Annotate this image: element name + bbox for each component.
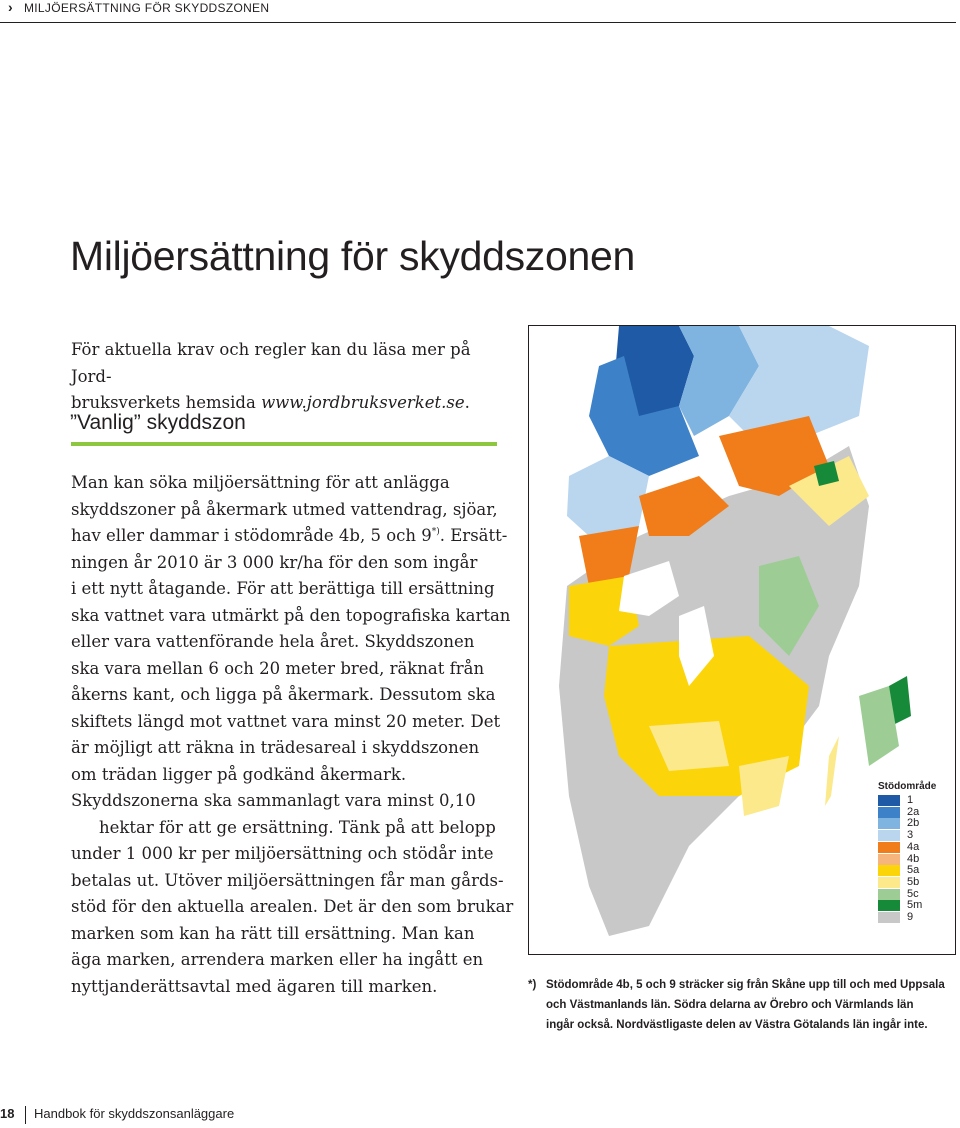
publication-title: Handbok för skyddszonsanläggare bbox=[34, 1106, 235, 1121]
footnote-line: Stödområde 4b, 5 och 9 sträcker sig från Skåne upp till och med Uppsala bbox=[546, 979, 945, 991]
body-line: eller vara vattenförande hela året. Skyddszonen bbox=[71, 632, 475, 651]
legend-swatch bbox=[878, 854, 900, 865]
legend-label: 5a bbox=[907, 864, 920, 877]
legend-swatch bbox=[878, 912, 900, 923]
page-footer bbox=[0, 1104, 400, 1128]
legend-label: 5m bbox=[907, 899, 923, 912]
legend-label: 5c bbox=[907, 887, 919, 900]
body-line: stöd för den aktuella arealen. Det är den som brukar bbox=[71, 897, 514, 916]
intro-line-2-suffix: . bbox=[464, 393, 470, 412]
section-heading: ”Vanlig” skyddszon bbox=[70, 411, 246, 434]
legend-title: Stödområde bbox=[878, 781, 937, 792]
legend-swatch bbox=[878, 900, 900, 911]
chevron-right-icon: › bbox=[8, 0, 13, 15]
body-line: under 1 000 kr per miljöersättning och stödår inte bbox=[71, 844, 494, 863]
legend-swatch bbox=[878, 818, 900, 829]
legend-label: 1 bbox=[907, 794, 914, 806]
footnote-line: ingår också. Nordvästligaste delen av Västra Götalands län ingår inte. bbox=[546, 1019, 928, 1031]
body-line: ska vattnet vara utmärkt på den topografiska kartan bbox=[71, 605, 511, 625]
intro-line-2-prefix: bruksverkets hemsida bbox=[71, 393, 262, 412]
body-line bbox=[71, 523, 511, 550]
footnote-marker: *) bbox=[528, 979, 537, 991]
body-line: ningen år 2010 är 3 000 kr/ha för den som ingår bbox=[71, 552, 478, 572]
body-line: ska vara mellan 6 och 20 meter bred, räknat från bbox=[71, 658, 485, 678]
body-line: Man kan söka miljöersättning för att anlägga bbox=[71, 473, 450, 492]
running-header-label: MILJÖERSÄTTNING FÖR SKYDDSZONEN bbox=[24, 1, 270, 15]
intro-paragraph bbox=[71, 337, 511, 417]
legend-label: 5b bbox=[907, 875, 920, 888]
body-text bbox=[71, 470, 514, 1000]
legend-swatch bbox=[878, 842, 900, 853]
body-line: är möjligt att räkna in trädesareal i skyddszonen bbox=[71, 738, 480, 757]
legend-swatch bbox=[878, 889, 900, 900]
section-underline bbox=[71, 442, 497, 446]
body-line: åkerns kant, och ligga på åkermark. Dessutom ska bbox=[71, 685, 496, 704]
legend-label: 2a bbox=[907, 805, 920, 818]
footer-divider bbox=[25, 1106, 26, 1124]
legend-swatch bbox=[878, 807, 900, 818]
body-line: hektar för att ge ersättning. Tänk på att belopp bbox=[99, 817, 496, 837]
header-divider bbox=[0, 22, 956, 23]
body-line: i ett nytt åtagande. För att berättiga till ersättning bbox=[71, 579, 495, 598]
body-line-text: hav eller dammar i stödområde 4b, 5 och 9 bbox=[71, 526, 432, 545]
legend-label: 3 bbox=[907, 829, 914, 842]
footnote-line: och Västmanlands län. Södra delarna av Örebro och Värmlands län bbox=[546, 999, 914, 1011]
running-header bbox=[0, 0, 960, 24]
footnote-text bbox=[546, 975, 960, 1035]
body-line: Skyddszonerna ska sammanlagt vara minst 0,10 bbox=[71, 791, 476, 810]
legend-swatch bbox=[878, 795, 900, 806]
legend-label: 4a bbox=[907, 840, 920, 853]
page-title: Miljöersättning för skyddszonen bbox=[70, 233, 635, 279]
body-line: nyttjanderättsavtal med ägaren till marken. bbox=[71, 976, 438, 996]
body-line: betalas ut. Utöver miljöersättningen får man gårds- bbox=[71, 870, 504, 890]
legend-label: 9 bbox=[907, 911, 914, 923]
website-link[interactable]: www.jordbruksverket.se bbox=[261, 393, 465, 412]
body-line: äga marken, arrendera marken eller ha ingått en bbox=[71, 950, 484, 969]
body-line: skiftets längd mot vattnet vara minst 20 meter. Det bbox=[71, 711, 501, 731]
legend-swatch bbox=[878, 865, 900, 876]
legend-swatch bbox=[878, 877, 900, 888]
body-line: marken som kan ha rätt till ersättning. Man kan bbox=[71, 923, 475, 943]
legend-swatch bbox=[878, 830, 900, 841]
intro-line-1: För aktuella krav och regler kan du läsa mer på Jord- bbox=[71, 340, 471, 386]
legend-label: 4b bbox=[907, 852, 920, 865]
body-line: om trädan ligger på godkänd åkermark. bbox=[71, 764, 407, 784]
footnote-reference: *) bbox=[431, 527, 440, 537]
legend-label: 2b bbox=[907, 817, 920, 830]
page-number: 18 bbox=[0, 1106, 15, 1121]
body-line-text: . Ersätt- bbox=[439, 526, 508, 545]
body-line: skyddszoner på åkermark utmed vattendrag, sjöar, bbox=[71, 499, 498, 519]
